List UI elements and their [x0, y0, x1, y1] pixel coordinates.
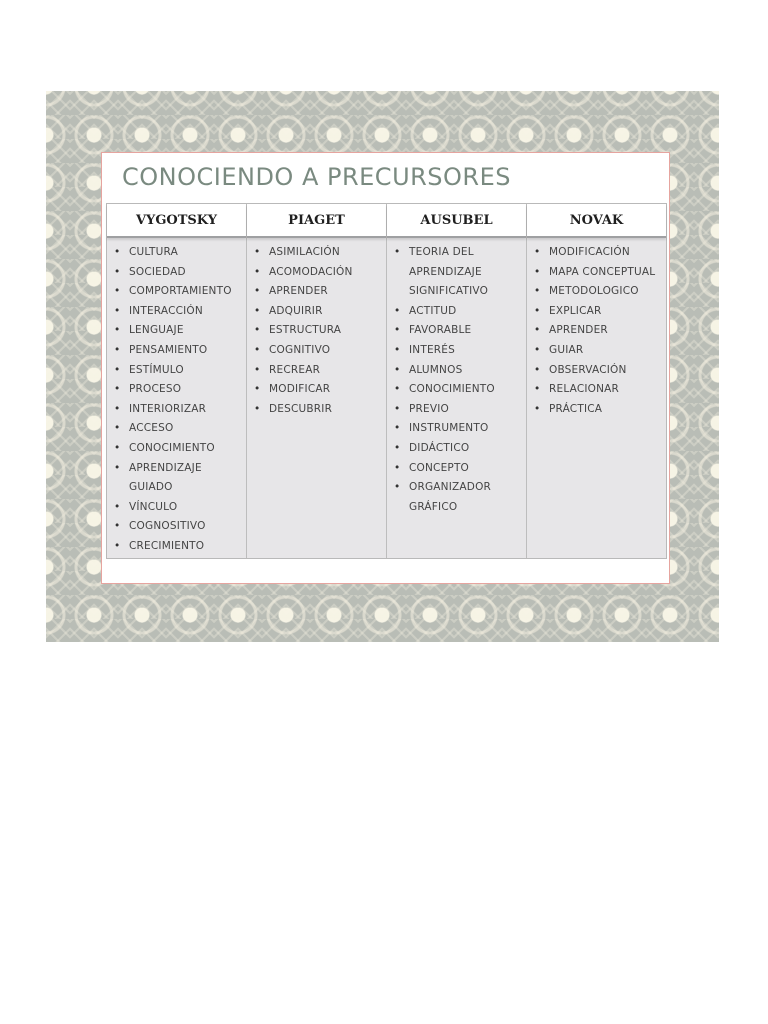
list-item: • EXPLICAR	[533, 302, 662, 322]
column-novak	[527, 204, 666, 558]
list-item: • INTERÉS	[393, 341, 522, 361]
column-header: VYGOTSKY	[107, 204, 246, 238]
slide-title: CONOCIENDO A PRECURSORES	[122, 163, 512, 191]
list-item: • COMPORTAMIENTO	[113, 282, 242, 302]
concept-list	[247, 238, 386, 419]
list-item: • DIDÁCTICO	[393, 439, 522, 459]
column-header: AUSUBEL	[387, 204, 526, 238]
list-item: • INTERACCIÓN	[113, 302, 242, 322]
list-item: • RECREAR	[253, 361, 382, 381]
list-item: • ALUMNOS	[393, 361, 522, 381]
list-item: • ACTITUD	[393, 302, 522, 322]
list-item: • VÍNCULO	[113, 498, 242, 518]
column-vygotsky	[107, 204, 247, 558]
list-item: • METODOLOGICO	[533, 282, 662, 302]
list-item: • OBSERVACIÓN	[533, 361, 662, 381]
list-item: • CRECIMIENTO	[113, 537, 242, 557]
concept-list	[107, 238, 246, 557]
list-item: • FAVORABLE	[393, 321, 522, 341]
list-item: • GUIAR	[533, 341, 662, 361]
concept-list	[527, 238, 666, 419]
list-item: • PENSAMIENTO	[113, 341, 242, 361]
column-header: PIAGET	[247, 204, 386, 238]
list-item: • LENGUAJE	[113, 321, 242, 341]
list-item: • CONOCIMIENTO	[113, 439, 242, 459]
list-item: • PREVIO	[393, 400, 522, 420]
column-piaget	[247, 204, 387, 558]
list-item: • CONCEPTO	[393, 459, 522, 479]
list-item: • ESTÍMULO	[113, 361, 242, 381]
list-item: • RELACIONAR	[533, 380, 662, 400]
list-item: • INSTRUMENTO	[393, 419, 522, 439]
list-item: • CULTURA	[113, 243, 242, 263]
list-item: • COGNOSITIVO	[113, 517, 242, 537]
list-item: • ADQUIRIR	[253, 302, 382, 322]
list-item: • ACCESO	[113, 419, 242, 439]
list-item: • ORGANIZADOR GRÁFICO	[393, 478, 522, 517]
list-item: • PRÁCTICA	[533, 400, 662, 420]
list-item: • SOCIEDAD	[113, 263, 242, 283]
list-item: • MODIFICAR	[253, 380, 382, 400]
list-item: • CONOCIMIENTO	[393, 380, 522, 400]
list-item: • APRENDER	[253, 282, 382, 302]
list-item: • TEORIA DEL APRENDIZAJE SIGNIFICATIVO	[393, 243, 522, 302]
column-header: NOVAK	[527, 204, 666, 238]
list-item: • DESCUBRIR	[253, 400, 382, 420]
list-item: • MAPA CONCEPTUAL	[533, 263, 662, 283]
list-item: • APRENDER	[533, 321, 662, 341]
list-item: • APRENDIZAJE GUIADO	[113, 459, 242, 498]
concept-list	[387, 238, 526, 517]
list-item: • MODIFICACIÓN	[533, 243, 662, 263]
column-ausubel	[387, 204, 527, 558]
list-item: • PROCESO	[113, 380, 242, 400]
list-item: • COGNITIVO	[253, 341, 382, 361]
list-item: • INTERIORIZAR	[113, 400, 242, 420]
slide-image	[46, 91, 719, 642]
list-item: • ACOMODACIÓN	[253, 263, 382, 283]
precursors-table	[106, 203, 667, 559]
list-item: • ESTRUCTURA	[253, 321, 382, 341]
list-item: • ASIMILACIÓN	[253, 243, 382, 263]
content-card	[101, 152, 670, 584]
